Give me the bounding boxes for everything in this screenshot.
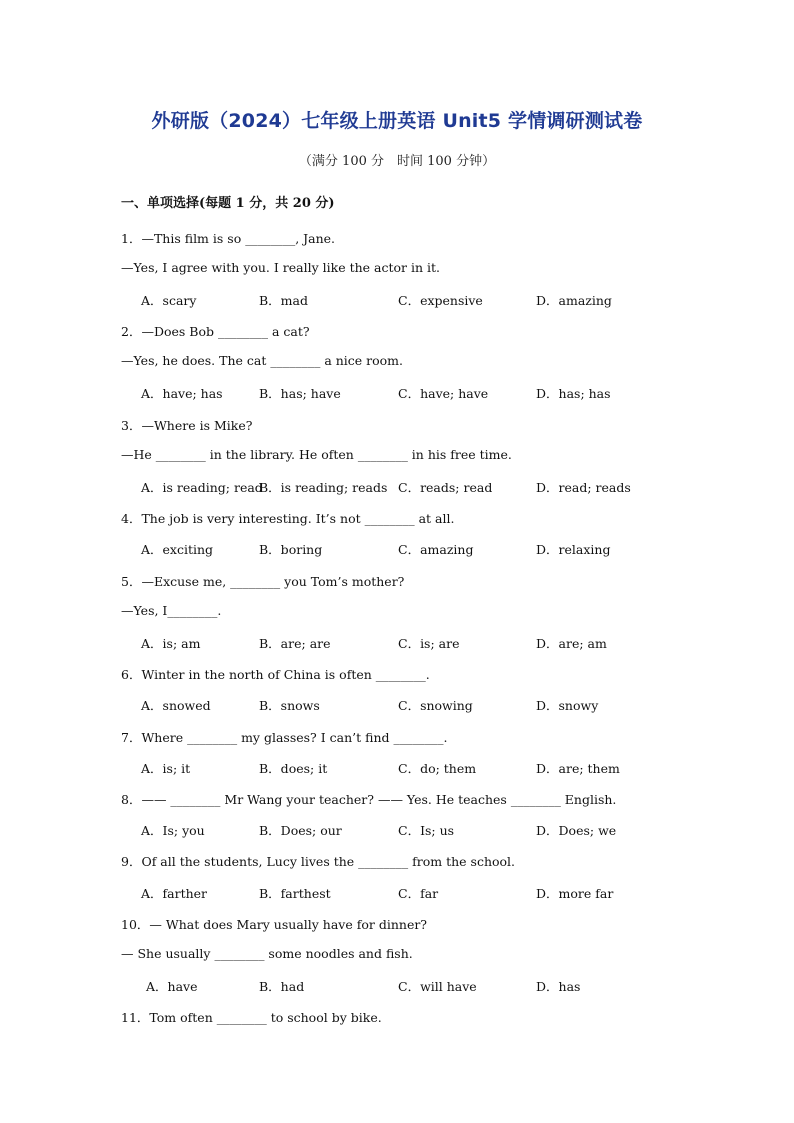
option-d: D．Does; we bbox=[536, 823, 617, 838]
option-c: C．Is; us bbox=[398, 823, 455, 838]
option-c: C．expensive bbox=[398, 293, 483, 308]
option-b: B．boring bbox=[259, 542, 323, 557]
option-a: A．is reading; read bbox=[141, 480, 263, 495]
question-6-options bbox=[141, 696, 661, 714]
question-7-options bbox=[141, 759, 661, 777]
option-a: A．is; it bbox=[141, 761, 191, 776]
question-4-options bbox=[141, 540, 661, 558]
option-c: C．is; are bbox=[398, 636, 460, 651]
option-b: B．has; have bbox=[259, 386, 341, 401]
option-a: A．Is; you bbox=[141, 823, 205, 838]
question-4-stem: 4．The job is very interesting. It’s not ________ at all. bbox=[121, 511, 455, 526]
question-8-stem: 8．—— ________ Mr Wang your teacher? —— Yes. He teaches ________ English. bbox=[121, 792, 617, 807]
option-c: C．will have bbox=[398, 979, 477, 994]
option-d: D．snowy bbox=[536, 698, 599, 713]
question-1-reply: —Yes, I agree with you. I really like the actor in it. bbox=[121, 260, 440, 275]
option-a: A．snowed bbox=[141, 698, 211, 713]
option-b: B．mad bbox=[259, 293, 308, 308]
option-d: D．amazing bbox=[536, 293, 612, 308]
option-d: D．relaxing bbox=[536, 542, 611, 557]
option-b: B．farthest bbox=[259, 886, 331, 901]
option-c: C．do; them bbox=[398, 761, 477, 776]
option-a: A．have; has bbox=[141, 386, 223, 401]
question-10-options bbox=[146, 977, 666, 995]
option-a: A．farther bbox=[141, 886, 208, 901]
option-d: D．has bbox=[536, 979, 581, 994]
option-d: D．read; reads bbox=[536, 480, 631, 495]
question-3-stem: 3．—Where is Mike? bbox=[121, 418, 253, 433]
option-d: D．more far bbox=[536, 886, 614, 901]
option-b: B．Does; our bbox=[259, 823, 342, 838]
option-b: B．are; are bbox=[259, 636, 331, 651]
option-d: D．are; them bbox=[536, 761, 620, 776]
option-c: C．snowing bbox=[398, 698, 473, 713]
option-a: A．have bbox=[146, 979, 198, 994]
question-1-stem: 1．—This film is so ________, Jane. bbox=[121, 231, 336, 246]
document-subtitle: （满分 100 分 时间 100 分钟） bbox=[298, 154, 496, 169]
option-c: C．reads; read bbox=[398, 480, 493, 495]
question-5-reply: —Yes, I________. bbox=[121, 603, 222, 618]
question-9-stem: 9．Of all the students, Lucy lives the ________ from the school. bbox=[121, 854, 516, 869]
question-8-options bbox=[141, 821, 661, 839]
option-b: B．had bbox=[259, 979, 305, 994]
question-2-stem: 2．—Does Bob ________ a cat? bbox=[121, 324, 310, 339]
option-c: C．amazing bbox=[398, 542, 474, 557]
option-a: A．exciting bbox=[141, 542, 214, 557]
option-d: D．are; am bbox=[536, 636, 607, 651]
question-10-reply: — She usually ________ some noodles and fish. bbox=[121, 946, 413, 961]
option-d: D．has; has bbox=[536, 386, 611, 401]
section-heading: 一、单项选择(每题 1 分，共 20 分) bbox=[121, 196, 335, 211]
option-a: A．scary bbox=[141, 293, 197, 308]
option-a: A．is; am bbox=[141, 636, 201, 651]
question-5-stem: 5．—Excuse me, ________ you Tom’s mother? bbox=[121, 574, 405, 589]
document-title: 外研版（2024）七年级上册英语 Unit5 学情调研测试卷 bbox=[151, 110, 643, 132]
option-c: C．far bbox=[398, 886, 439, 901]
question-11-stem: 11．Tom often ________ to school by bike. bbox=[121, 1010, 382, 1025]
question-2-options bbox=[141, 384, 661, 402]
option-b: B．does; it bbox=[259, 761, 328, 776]
question-6-stem: 6．Winter in the north of China is often ________. bbox=[121, 667, 430, 682]
question-10-stem: 10．— What does Mary usually have for dinner? bbox=[121, 917, 428, 932]
question-9-options bbox=[141, 884, 661, 902]
question-3-options bbox=[141, 478, 661, 496]
option-b: B．is reading; reads bbox=[259, 480, 388, 495]
question-5-options bbox=[141, 634, 661, 652]
question-1-options bbox=[141, 291, 661, 309]
question-3-reply: —He ________ in the library. He often ________ in his free time. bbox=[121, 447, 512, 462]
question-7-stem: 7．Where ________ my glasses? I can’t find ________. bbox=[121, 730, 448, 745]
question-2-reply: —Yes, he does. The cat ________ a nice room. bbox=[121, 353, 404, 368]
option-c: C．have; have bbox=[398, 386, 489, 401]
option-b: B．snows bbox=[259, 698, 320, 713]
